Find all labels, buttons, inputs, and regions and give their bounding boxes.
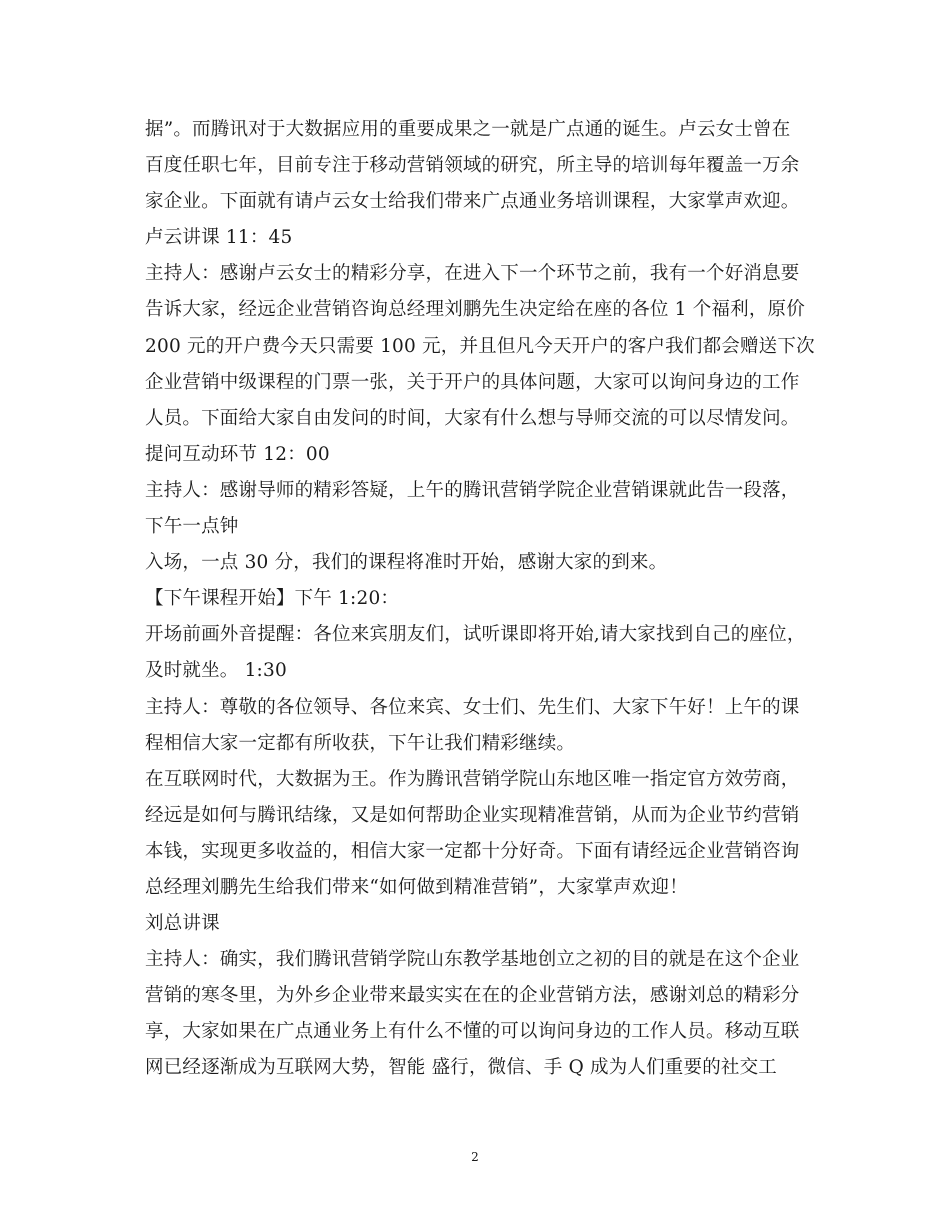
text-line: 入场，一点 30 分，我们的课程将准时开始，感谢大家的到来。 bbox=[145, 552, 668, 574]
text-line: 主持人：感谢导师的精彩答疑，上午的腾讯营销学院企业营销课就此告一段落， bbox=[145, 479, 800, 501]
text-line: 及时就坐。 1:30 bbox=[145, 660, 287, 682]
section-heading: 提问互动环节 12：00 bbox=[145, 443, 330, 465]
text-line: 总经理刘鹏先生给我们带来“如何做到精准营销”，大家掌声欢迎！ bbox=[145, 876, 688, 898]
text-line: 主持人：尊敬的各位领导、各位来宾、女士们、先生们、大家下午好！上午的课 bbox=[145, 696, 800, 718]
text-line: 200 元的开户费今天只需要 100 元，并且但凡今天开户的客户我们都会赠送下次 bbox=[145, 335, 815, 357]
document-body bbox=[145, 112, 815, 1087]
text-line: 经远是如何与腾讯结缘，又是如何帮助企业实现精准营销，从而为企业节约营销 bbox=[145, 804, 800, 826]
text-line: 开场前画外音提醒：各位来宾朋友们，试听课即将开始,请大家找到自己的座位， bbox=[145, 624, 806, 646]
text-line: 在互联网时代，大数据为王。作为腾讯营销学院山东地区唯一指定官方效劳商， bbox=[145, 768, 800, 790]
text-line: 企业营销中级课程的门票一张，关于开户的具体问题，大家可以询问身边的工作 bbox=[145, 371, 800, 393]
text-line: 下午一点钟 bbox=[145, 516, 239, 538]
page-number: 2 bbox=[471, 1150, 479, 1164]
text-line: 家企业。下面就有请卢云女士给我们带来广点通业务培训课程，大家掌声欢迎。 bbox=[145, 191, 800, 213]
text-line: 主持人：感谢卢云女士的精彩分享，在进入下一个环节之前，我有一个好消息要 bbox=[145, 263, 800, 285]
text-line: 据”。而腾讯对于大数据应用的重要成果之一就是广点通的诞生。卢云女士曾在 bbox=[145, 119, 791, 140]
text-line: 本钱，实现更多收益的，相信大家一定都十分好奇。下面有请经远企业营销咨询 bbox=[145, 840, 800, 862]
text-line: 程相信大家一定都有所收获，下午让我们精彩继续。 bbox=[145, 732, 576, 754]
section-heading: 卢云讲课 11：45 bbox=[145, 227, 293, 249]
text-line: 主持人：确实，我们腾讯营销学院山东教学基地创立之初的目的就是在这个企业 bbox=[145, 949, 800, 971]
text-line: 营销的寒冬里，为外乡企业带来最实实在在的企业营销方法，感谢刘总的精彩分 bbox=[145, 985, 800, 1007]
text-line: 网已经逐渐成为互联网大势，智能 盛行，微信、手 Q 成为人们重要的社交工 bbox=[145, 1057, 778, 1079]
section-heading: 刘总讲课 bbox=[145, 913, 220, 935]
text-line: 人员。下面给大家自由发问的时间，大家有什么想与导师交流的可以尽情发问。 bbox=[145, 407, 800, 429]
text-line: 百度任职七年，目前专注于移动营销领域的研究，所主导的培训每年覆盖一万余 bbox=[145, 155, 800, 177]
text-line: 告诉大家，经远企业营销咨询总经理刘鹏先生决定给在座的各位 1 个福利，原价 bbox=[145, 299, 805, 321]
text-line: 享，大家如果在广点通业务上有什么不懂的可以询问身边的工作人员。移动互联 bbox=[145, 1021, 800, 1043]
section-heading: 【下午课程开始】下午 1:20： bbox=[145, 588, 400, 610]
